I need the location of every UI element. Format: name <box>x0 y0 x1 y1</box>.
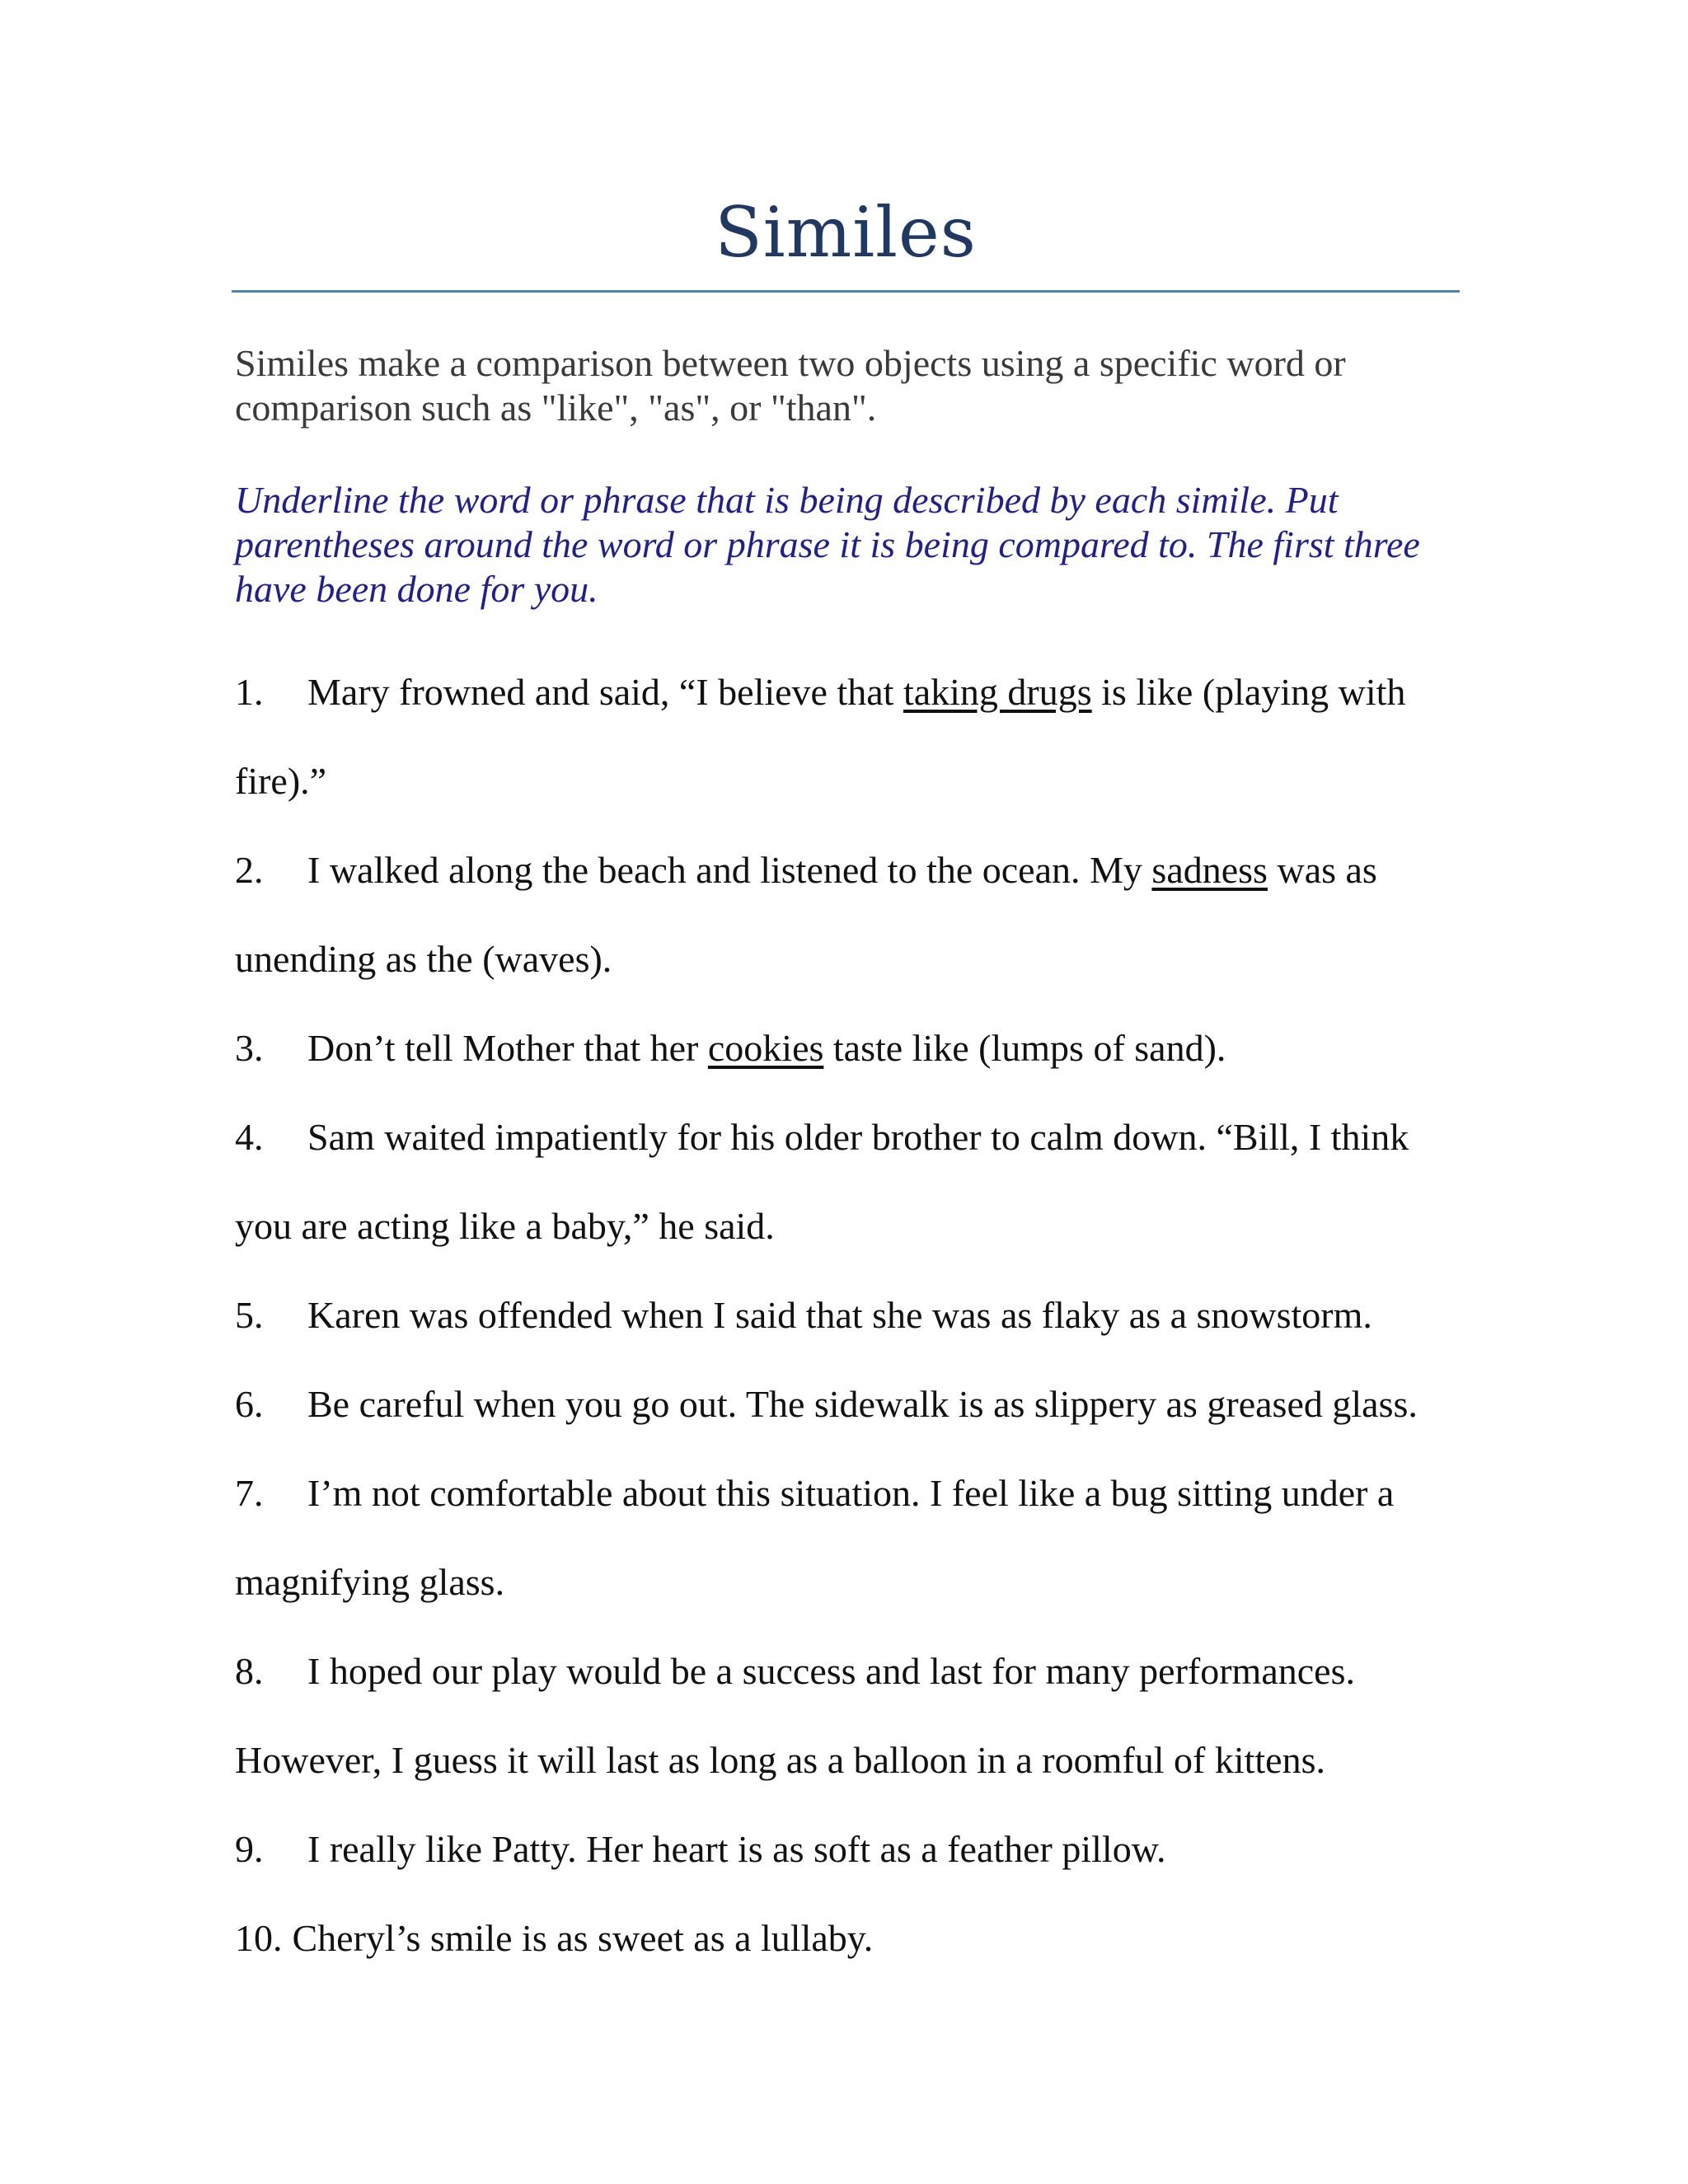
item-number: 5. <box>235 1294 264 1336</box>
simile-item-3 <box>235 1004 1463 1093</box>
intro-paragraph: Similes make a comparison between two objects using a specific word or comparison such as "like", "as", or "than". <box>235 342 1346 429</box>
item-text-before: I walked along the beach and listened to the ocean. My <box>307 849 1152 891</box>
item-underlined-phrase: cookies <box>707 1027 824 1069</box>
simile-item-6 <box>235 1360 1463 1449</box>
item-underlined-phrase: sadness <box>1151 849 1268 891</box>
item-number: 1. <box>235 671 264 713</box>
simile-item-10 <box>235 1894 1463 1983</box>
simile-item-7 <box>235 1449 1463 1627</box>
item-text: Cheryl’s smile is as sweet as a lullaby. <box>292 1917 874 1959</box>
item-text-after: was as unending as the (waves). <box>235 849 1377 980</box>
item-number: 6. <box>235 1383 264 1425</box>
item-text: Karen was offended when I said that she was as flaky as a snowstorm. <box>307 1294 1372 1336</box>
simile-list <box>235 648 1463 1983</box>
item-text: Sam waited impatiently for his older brother to calm down. “Bill, I think you are acting like a baby,” he said. <box>235 1116 1409 1247</box>
page-title: Similes <box>715 192 977 273</box>
item-text: I really like Patty. Her heart is as soft as a feather pillow. <box>307 1828 1166 1870</box>
item-text-before: Don’t tell Mother that her <box>307 1027 708 1069</box>
item-text: I hoped our play would be a success and last for many performances. However, I guess it will last as long as a balloon in a roomful of kittens. <box>235 1650 1355 1781</box>
item-text-before: Mary frowned and said, “I believe that <box>307 671 903 713</box>
simile-item-5 <box>235 1271 1463 1360</box>
item-text-after: is like (playing with fire).” <box>235 671 1406 802</box>
simile-item-8 <box>235 1627 1463 1805</box>
simile-item-1 <box>235 648 1463 826</box>
item-number: 4. <box>235 1116 264 1158</box>
item-number: 8. <box>235 1650 264 1692</box>
item-number: 2. <box>235 849 264 891</box>
simile-item-2 <box>235 826 1463 1004</box>
instructions-paragraph: Underline the word or phrase that is being described by each simile. Put parentheses around the word or phrase it is being compared to. The first three have been done for you. <box>235 479 1420 610</box>
item-number: 10. <box>235 1917 283 1959</box>
item-number: 7. <box>235 1472 264 1514</box>
item-text: I’m not comfortable about this situation. I feel like a bug sitting under a magnifying glass. <box>235 1472 1395 1603</box>
item-underlined-phrase: taking drugs <box>903 671 1092 713</box>
simile-item-9 <box>235 1805 1463 1894</box>
simile-item-4 <box>235 1093 1463 1271</box>
item-number: 3. <box>235 1027 264 1069</box>
item-text: Be careful when you go out. The sidewalk is as slippery as greased glass. <box>307 1383 1418 1425</box>
item-number: 9. <box>235 1828 264 1870</box>
title-divider <box>232 290 1460 293</box>
item-text-after: taste like (lumps of sand). <box>823 1027 1226 1069</box>
